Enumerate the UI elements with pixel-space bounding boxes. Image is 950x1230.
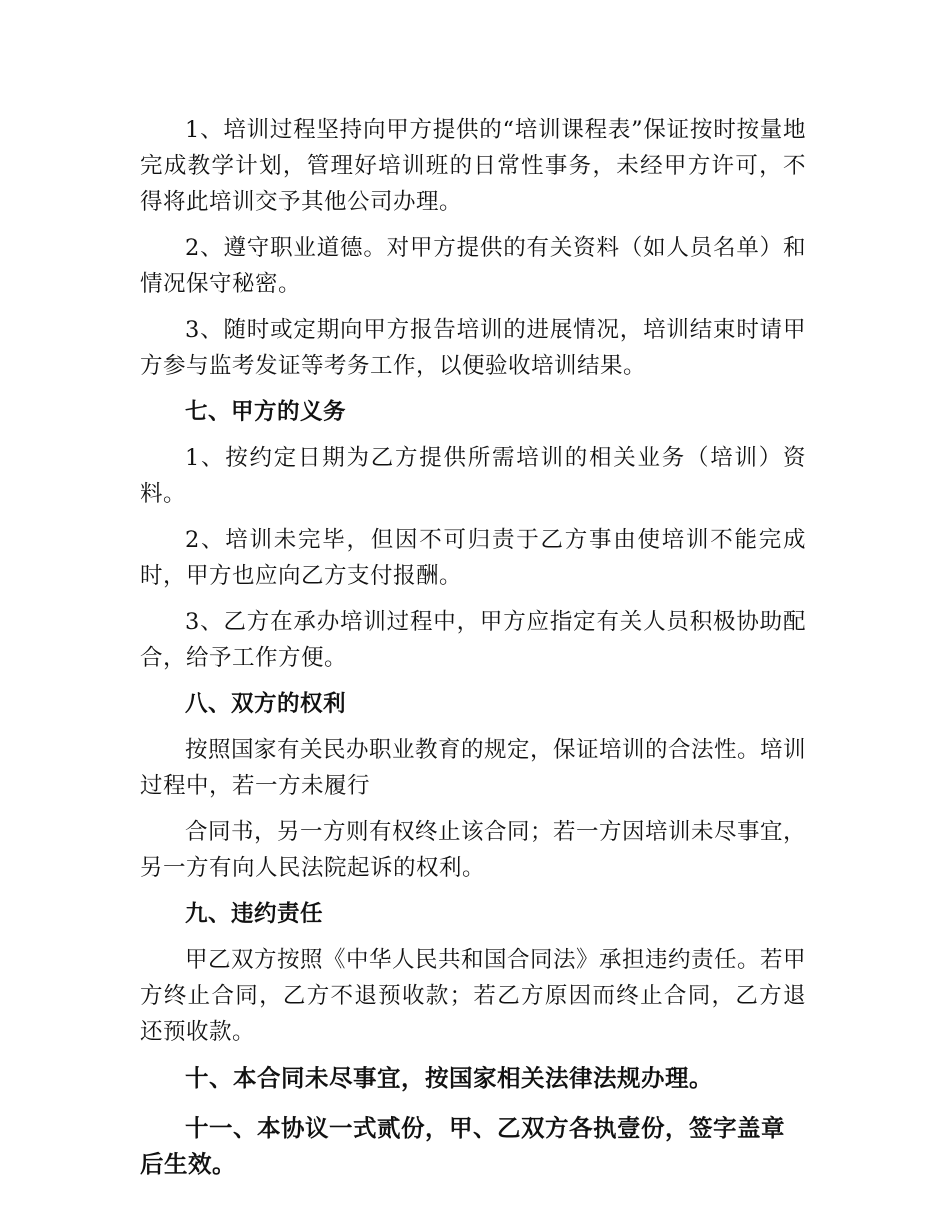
- clause-paragraph: 按照国家有关民办职业教育的规定，保证培训的合法性。培训过程中，若一方未履行: [140, 737, 807, 799]
- clause-paragraph: 甲乙双方按照《中华人民共和国合同法》承担违约责任。若甲方终止合同，乙方不退预收款；若乙方原因而终止合同，乙方退还预收款。: [140, 947, 807, 1045]
- section-heading-10: 十、本合同未尽事宜，按国家相关法律法规办理。: [185, 1064, 713, 1092]
- clause-paragraph: 2、遵守职业道德。对甲方提供的有关资料（如人员名单）和情况保守秘密。: [140, 235, 806, 297]
- clause-paragraph: 1、按约定日期为乙方提供所需培训的相关业务（培训）资料。: [140, 445, 806, 507]
- clause-paragraph: 3、随时或定期向甲方报告培训的进展情况，培训结束时请甲方参与监考发证等考务工作，以便验收培训结果。: [140, 317, 806, 379]
- clause-paragraph: 3、乙方在承办培训过程中，甲方应指定有关人员积极协助配合，给予工作方便。: [140, 609, 806, 671]
- clause-paragraph: 2、培训未完毕，但因不可归责于乙方事由使培训不能完成时，甲方也应向乙方支付报酬。: [140, 527, 806, 589]
- section-heading-8: 八、双方的权利: [185, 691, 347, 717]
- section-heading-9: 九、违约责任: [185, 901, 324, 927]
- section-heading-7: 七、甲方的义务: [185, 399, 347, 425]
- clause-paragraph: 1、培训过程坚持向甲方提供的“培训课程表”保证按时按量地完成教学计划，管理好培训班的日常性事务，未经甲方许可，不得将此培训交予其他公司办理。: [140, 117, 806, 215]
- section-heading-11: 十一、本协议一式贰份，甲、乙双方各执壹份，签字盖章后生效。: [140, 1114, 785, 1178]
- clause-paragraph: 合同书，另一方则有权终止该合同；若一方因培训未尽事宜，另一方有向人民法院起诉的权利。: [140, 819, 807, 881]
- document-page: [140, 112, 806, 1196]
